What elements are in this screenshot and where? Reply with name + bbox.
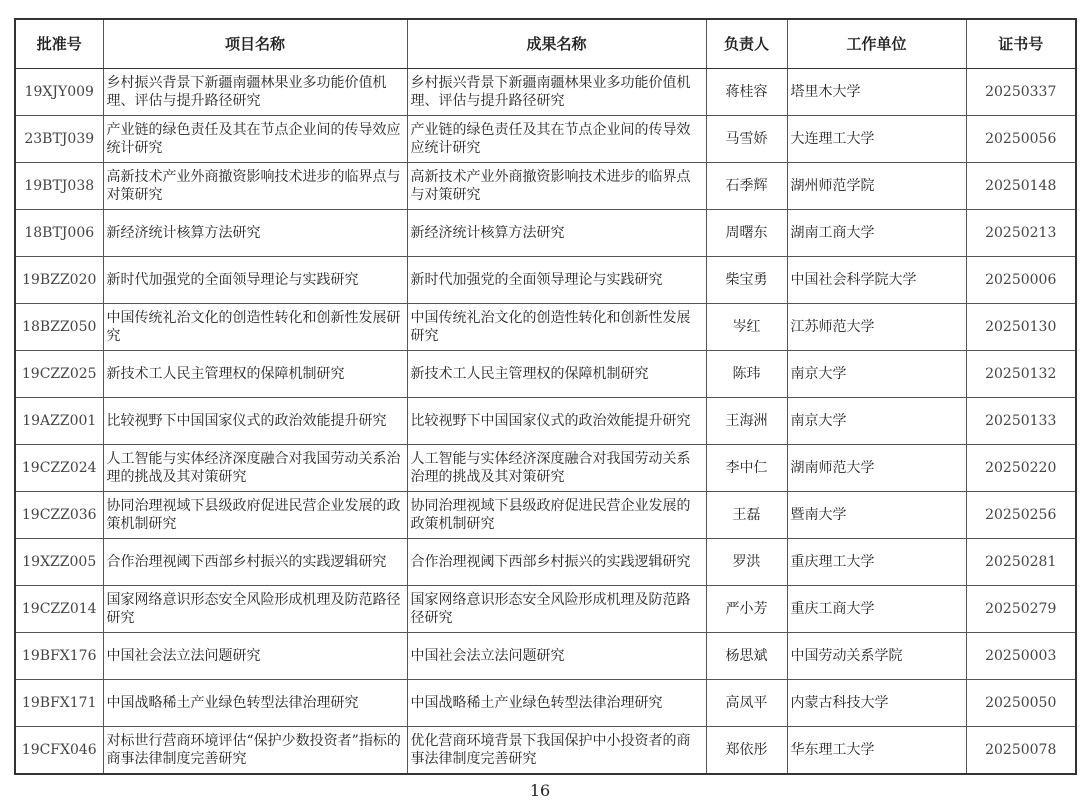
table-row: [15, 210, 1076, 257]
cell-institution: 内蒙古科技大学: [787, 680, 966, 727]
cell-certificate-number: 20250132: [966, 351, 1076, 398]
cell-approval-number: 19CZZ014: [15, 586, 103, 633]
table-row: [15, 727, 1076, 775]
cell-project-name: 新技术工人民主管理权的保障机制研究: [103, 351, 407, 398]
cell-result-name: 新时代加强党的全面领导理论与实践研究: [407, 257, 706, 304]
header-certificate-number: 证书号: [966, 19, 1076, 69]
header-result-name: 成果名称: [407, 19, 706, 69]
cell-approval-number: 19XJY009: [15, 69, 103, 116]
cell-approval-number: 19BTJ038: [15, 163, 103, 210]
cell-approval-number: 19CZZ036: [15, 492, 103, 539]
table-row: [15, 163, 1076, 210]
cell-result-name: 高新技术产业外商撤资影响技术进步的临界点与对策研究: [407, 163, 706, 210]
cell-project-name: 比较视野下中国国家仪式的政治效能提升研究: [103, 398, 407, 445]
cell-result-name: 合作治理视阈下西部乡村振兴的实践逻辑研究: [407, 539, 706, 586]
cell-certificate-number: 20250006: [966, 257, 1076, 304]
cell-result-name: 产业链的绿色责任及其在节点企业间的传导效应统计研究: [407, 116, 706, 163]
cell-approval-number: 19BFX171: [15, 680, 103, 727]
cell-approval-number: 19CZZ024: [15, 445, 103, 492]
cell-approval-number: 19BFX176: [15, 633, 103, 680]
cell-project-name: 协同治理视域下县级政府促进民营企业发展的政策机制研究: [103, 492, 407, 539]
cell-institution: 重庆理工大学: [787, 539, 966, 586]
cell-project-name: 产业链的绿色责任及其在节点企业间的传导效应统计研究: [103, 116, 407, 163]
cell-leader: 石季辉: [706, 163, 787, 210]
cell-approval-number: 19CZZ025: [15, 351, 103, 398]
header-institution: 工作单位: [787, 19, 966, 69]
cell-certificate-number: 20250256: [966, 492, 1076, 539]
cell-institution: 江苏师范大学: [787, 304, 966, 351]
cell-approval-number: 19BZZ020: [15, 257, 103, 304]
cell-project-name: 高新技术产业外商撤资影响技术进步的临界点与对策研究: [103, 163, 407, 210]
cell-leader: 高凤平: [706, 680, 787, 727]
cell-certificate-number: 20250213: [966, 210, 1076, 257]
cell-result-name: 中国传统礼治文化的创造性转化和创新性发展研究: [407, 304, 706, 351]
cell-leader: 郑依彤: [706, 727, 787, 775]
cell-leader: 杨思斌: [706, 633, 787, 680]
cell-result-name: 乡村振兴背景下新疆南疆林果业多功能价值机理、评估与提升路径研究: [407, 69, 706, 116]
table-row: [15, 69, 1076, 116]
cell-approval-number: 18BTJ006: [15, 210, 103, 257]
cell-institution: 华东理工大学: [787, 727, 966, 775]
table-row: [15, 116, 1076, 163]
header-leader: 负责人: [706, 19, 787, 69]
cell-approval-number: 19XZZ005: [15, 539, 103, 586]
cell-certificate-number: 20250050: [966, 680, 1076, 727]
cell-project-name: 中国社会法立法问题研究: [103, 633, 407, 680]
cell-approval-number: 23BTJ039: [15, 116, 103, 163]
cell-result-name: 中国战略稀土产业绿色转型法律治理研究: [407, 680, 706, 727]
cell-certificate-number: 20250133: [966, 398, 1076, 445]
cell-project-name: 乡村振兴背景下新疆南疆林果业多功能价值机理、评估与提升路径研究: [103, 69, 407, 116]
cell-project-name: 中国传统礼治文化的创造性转化和创新性发展研究: [103, 304, 407, 351]
cell-institution: 湖南师范大学: [787, 445, 966, 492]
cell-leader: 周曙东: [706, 210, 787, 257]
cell-certificate-number: 20250078: [966, 727, 1076, 775]
cell-certificate-number: 20250056: [966, 116, 1076, 163]
cell-leader: 王磊: [706, 492, 787, 539]
cell-leader: 马雪娇: [706, 116, 787, 163]
cell-result-name: 比较视野下中国国家仪式的政治效能提升研究: [407, 398, 706, 445]
cell-leader: 王海洲: [706, 398, 787, 445]
cell-approval-number: 19CFX046: [15, 727, 103, 775]
cell-leader: 李中仁: [706, 445, 787, 492]
table-row: [15, 257, 1076, 304]
header-approval-number: 批准号: [15, 19, 103, 69]
header-project-name: 项目名称: [103, 19, 407, 69]
cell-institution: 中国劳动关系学院: [787, 633, 966, 680]
cell-institution: 暨南大学: [787, 492, 966, 539]
table-row: [15, 586, 1076, 633]
cell-institution: 南京大学: [787, 351, 966, 398]
cell-result-name: 新技术工人民主管理权的保障机制研究: [407, 351, 706, 398]
cell-certificate-number: 20250337: [966, 69, 1076, 116]
cell-approval-number: 19AZZ001: [15, 398, 103, 445]
cell-institution: 湖南工商大学: [787, 210, 966, 257]
cell-result-name: 人工智能与实体经济深度融合对我国劳动关系治理的挑战及其对策研究: [407, 445, 706, 492]
cell-institution: 中国社会科学院大学: [787, 257, 966, 304]
cell-institution: 塔里木大学: [787, 69, 966, 116]
table-row: [15, 680, 1076, 727]
cell-leader: 柴宝勇: [706, 257, 787, 304]
cell-project-name: 新经济统计核算方法研究: [103, 210, 407, 257]
cell-result-name: 优化营商环境背景下我国保护中小投资者的商事法律制度完善研究: [407, 727, 706, 775]
cell-project-name: 合作治理视阈下西部乡村振兴的实践逻辑研究: [103, 539, 407, 586]
cell-leader: 陈玮: [706, 351, 787, 398]
cell-approval-number: 18BZZ050: [15, 304, 103, 351]
cell-result-name: 协同治理视域下县级政府促进民营企业发展的政策机制研究: [407, 492, 706, 539]
cell-certificate-number: 20250281: [966, 539, 1076, 586]
awards-table: [14, 18, 1077, 775]
cell-certificate-number: 20250130: [966, 304, 1076, 351]
cell-certificate-number: 20250220: [966, 445, 1076, 492]
cell-project-name: 人工智能与实体经济深度融合对我国劳动关系治理的挑战及其对策研究: [103, 445, 407, 492]
cell-leader: 蒋桂容: [706, 69, 787, 116]
cell-result-name: 中国社会法立法问题研究: [407, 633, 706, 680]
cell-certificate-number: 20250279: [966, 586, 1076, 633]
cell-institution: 南京大学: [787, 398, 966, 445]
cell-project-name: 新时代加强党的全面领导理论与实践研究: [103, 257, 407, 304]
cell-leader: 严小芳: [706, 586, 787, 633]
table-row: [15, 351, 1076, 398]
table-row: [15, 398, 1076, 445]
table-row: [15, 445, 1076, 492]
cell-institution: 湖州师范学院: [787, 163, 966, 210]
cell-leader: 岑红: [706, 304, 787, 351]
table-row: [15, 539, 1076, 586]
cell-leader: 罗洪: [706, 539, 787, 586]
cell-project-name: 国家网络意识形态安全风险形成机理及防范路径研究: [103, 586, 407, 633]
cell-project-name: 对标世行营商环境评估“保护少数投资者”指标的商事法律制度完善研究: [103, 727, 407, 775]
cell-certificate-number: 20250148: [966, 163, 1076, 210]
cell-institution: 大连理工大学: [787, 116, 966, 163]
table-row: [15, 633, 1076, 680]
page-number: 16: [529, 781, 551, 800]
cell-project-name: 中国战略稀土产业绿色转型法律治理研究: [103, 680, 407, 727]
cell-institution: 重庆工商大学: [787, 586, 966, 633]
cell-certificate-number: 20250003: [966, 633, 1076, 680]
cell-result-name: 国家网络意识形态安全风险形成机理及防范路径研究: [407, 586, 706, 633]
cell-result-name: 新经济统计核算方法研究: [407, 210, 706, 257]
table-row: [15, 304, 1076, 351]
table-row: [15, 492, 1076, 539]
table-header-row: [15, 19, 1076, 69]
